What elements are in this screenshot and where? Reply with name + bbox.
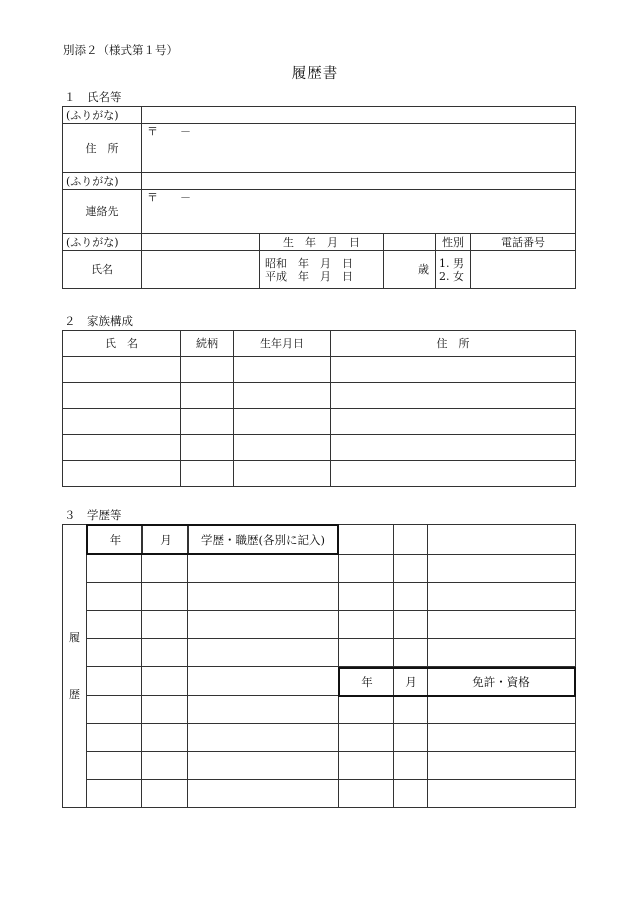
personal-info-table xyxy=(62,106,576,289)
history-month-cell[interactable] xyxy=(142,724,188,752)
contact-field[interactable] xyxy=(142,190,576,234)
history-extra-cell[interactable] xyxy=(339,555,394,583)
license-content-cell[interactable] xyxy=(428,696,576,724)
history-content-cell[interactable] xyxy=(188,555,339,583)
family-birthdate-cell[interactable] xyxy=(234,435,331,461)
table-row xyxy=(63,461,576,487)
history-side-label xyxy=(63,525,87,808)
license-header xyxy=(338,667,576,697)
license-month-cell[interactable] xyxy=(394,696,428,724)
history-month-cell[interactable] xyxy=(142,752,188,780)
table-row xyxy=(63,639,576,667)
page-title: 履歴書 xyxy=(291,66,339,82)
section1-heading: １ 氏名等 xyxy=(64,90,122,104)
table-row xyxy=(63,357,576,383)
family-name-cell[interactable] xyxy=(63,435,181,461)
history-extra-cell[interactable] xyxy=(428,611,576,639)
family-col-address: 住 所 xyxy=(331,331,576,357)
history-content-cell[interactable] xyxy=(188,696,339,724)
history-side-char-1: 履 xyxy=(69,631,80,644)
table-row xyxy=(63,435,576,461)
license-month-cell[interactable] xyxy=(394,780,428,808)
family-relation-cell[interactable] xyxy=(181,383,234,409)
history-header-content: 学歴・職歴(各別に記入) xyxy=(201,532,325,547)
history-content-cell[interactable] xyxy=(188,780,339,808)
furigana-label: (ふりがな) xyxy=(63,173,142,190)
family-birthdate-cell[interactable] xyxy=(234,383,331,409)
license-header-content: 免許・資格 xyxy=(472,675,530,689)
family-col-relation: 続柄 xyxy=(181,331,234,357)
history-extra-cell[interactable] xyxy=(394,611,428,639)
history-side-char-2: 歴 xyxy=(69,688,80,701)
furigana-name-field[interactable] xyxy=(142,234,260,251)
furigana-contact-field[interactable] xyxy=(142,173,576,190)
address-label: 住 所 xyxy=(63,124,142,173)
dob-header: 生 年 月 日 xyxy=(260,234,384,251)
family-address-cell[interactable] xyxy=(331,461,576,487)
license-month-cell[interactable] xyxy=(394,724,428,752)
license-month-cell[interactable] xyxy=(394,752,428,780)
history-year-cell[interactable] xyxy=(87,752,142,780)
family-col-birthdate: 生年月日 xyxy=(234,331,331,357)
history-year-cell[interactable] xyxy=(87,724,142,752)
history-extra-cell[interactable] xyxy=(394,555,428,583)
history-year-cell[interactable] xyxy=(87,583,142,611)
table-row xyxy=(63,696,576,724)
dob-field[interactable] xyxy=(260,251,384,289)
license-content-cell[interactable] xyxy=(428,752,576,780)
history-month-cell[interactable] xyxy=(142,780,188,808)
history-month-cell[interactable] xyxy=(142,696,188,724)
history-content-cell[interactable] xyxy=(188,583,339,611)
history-year-cell[interactable] xyxy=(87,611,142,639)
table-row xyxy=(63,409,576,435)
license-year-cell[interactable] xyxy=(339,752,394,780)
family-table xyxy=(62,330,576,487)
section3-heading: ３ 学歴等 xyxy=(64,508,122,522)
history-content-cell[interactable] xyxy=(188,752,339,780)
history-content-cell[interactable] xyxy=(188,611,339,639)
table-row xyxy=(63,724,576,752)
history-header-year: 年 xyxy=(109,532,122,547)
family-relation-cell[interactable] xyxy=(181,409,234,435)
family-birthdate-cell[interactable] xyxy=(234,357,331,383)
family-relation-cell[interactable] xyxy=(181,461,234,487)
phone-field[interactable] xyxy=(471,251,576,289)
history-extra-cell[interactable] xyxy=(339,639,394,667)
table-row xyxy=(63,752,576,780)
history-extra-cell[interactable] xyxy=(428,639,576,667)
address-field[interactable] xyxy=(142,124,576,173)
history-header xyxy=(86,524,339,555)
history-month-cell[interactable] xyxy=(142,667,188,696)
history-year-cell[interactable] xyxy=(87,696,142,724)
history-month-cell[interactable] xyxy=(142,555,188,583)
postal-mark: 〒 xyxy=(147,125,158,138)
family-address-cell[interactable] xyxy=(331,383,576,409)
history-year-cell[interactable] xyxy=(87,667,142,696)
history-content-cell[interactable] xyxy=(188,667,339,696)
postal-dash: － xyxy=(180,191,191,204)
form-reference: 別添２（様式第１号） xyxy=(63,43,178,57)
history-extra-cell[interactable] xyxy=(394,583,428,611)
family-name-cell[interactable] xyxy=(63,383,181,409)
gender-female: 2. 女 xyxy=(439,269,464,283)
history-month-cell[interactable] xyxy=(142,639,188,667)
history-extra-cell[interactable] xyxy=(428,555,576,583)
table-row xyxy=(63,780,576,808)
history-year-cell[interactable] xyxy=(87,780,142,808)
license-year-cell[interactable] xyxy=(339,724,394,752)
history-extra-cell[interactable] xyxy=(428,583,576,611)
age-field[interactable] xyxy=(384,251,436,289)
table-row xyxy=(63,383,576,409)
license-content-cell[interactable] xyxy=(428,724,576,752)
age-header-cell xyxy=(384,234,436,251)
family-name-cell[interactable] xyxy=(63,409,181,435)
history-extra-cell[interactable] xyxy=(339,583,394,611)
family-birthdate-cell[interactable] xyxy=(234,409,331,435)
history-extra-cell[interactable] xyxy=(394,639,428,667)
history-table xyxy=(62,524,576,808)
license-header-month: 月 xyxy=(405,675,417,689)
license-year-cell[interactable] xyxy=(339,780,394,808)
table-row xyxy=(63,611,576,639)
family-col-name: 氏 名 xyxy=(63,331,181,357)
family-address-cell[interactable] xyxy=(331,409,576,435)
family-birthdate-cell[interactable] xyxy=(234,461,331,487)
gender-field[interactable] xyxy=(436,251,471,289)
family-relation-cell[interactable] xyxy=(181,357,234,383)
license-content-cell[interactable] xyxy=(428,780,576,808)
age-label: 歳 xyxy=(418,263,429,276)
furigana-label: (ふりがな) xyxy=(63,107,142,124)
family-address-cell[interactable] xyxy=(331,357,576,383)
gender-male: 1. 男 xyxy=(439,256,464,270)
postal-dash: － xyxy=(180,125,191,138)
history-extra-cell[interactable] xyxy=(339,611,394,639)
postal-mark: 〒 xyxy=(147,191,158,204)
history-month-cell[interactable] xyxy=(142,611,188,639)
history-header-month: 月 xyxy=(160,532,172,547)
name-field[interactable] xyxy=(142,251,260,289)
family-name-cell[interactable] xyxy=(63,461,181,487)
history-year-cell[interactable] xyxy=(87,639,142,667)
history-content-cell[interactable] xyxy=(188,724,339,752)
history-content-cell[interactable] xyxy=(188,639,339,667)
section2-heading: ２ 家族構成 xyxy=(64,314,133,328)
table-row xyxy=(63,555,576,583)
family-name-cell[interactable] xyxy=(63,357,181,383)
era-heisei: 平成 年 月 日 xyxy=(265,269,353,283)
furigana-address-field[interactable] xyxy=(142,107,576,124)
furigana-label: (ふりがな) xyxy=(63,234,142,251)
phone-header: 電話番号 xyxy=(471,234,576,251)
history-month-cell[interactable] xyxy=(142,583,188,611)
family-address-cell[interactable] xyxy=(331,435,576,461)
contact-label: 連絡先 xyxy=(63,190,142,234)
table-row xyxy=(63,583,576,611)
name-label: 氏名 xyxy=(63,251,142,289)
family-relation-cell[interactable] xyxy=(181,435,234,461)
history-year-cell[interactable] xyxy=(87,555,142,583)
era-showa: 昭和 年 月 日 xyxy=(265,256,353,270)
license-year-cell[interactable] xyxy=(339,696,394,724)
gender-header: 性別 xyxy=(436,234,471,251)
license-header-year: 年 xyxy=(361,675,373,689)
